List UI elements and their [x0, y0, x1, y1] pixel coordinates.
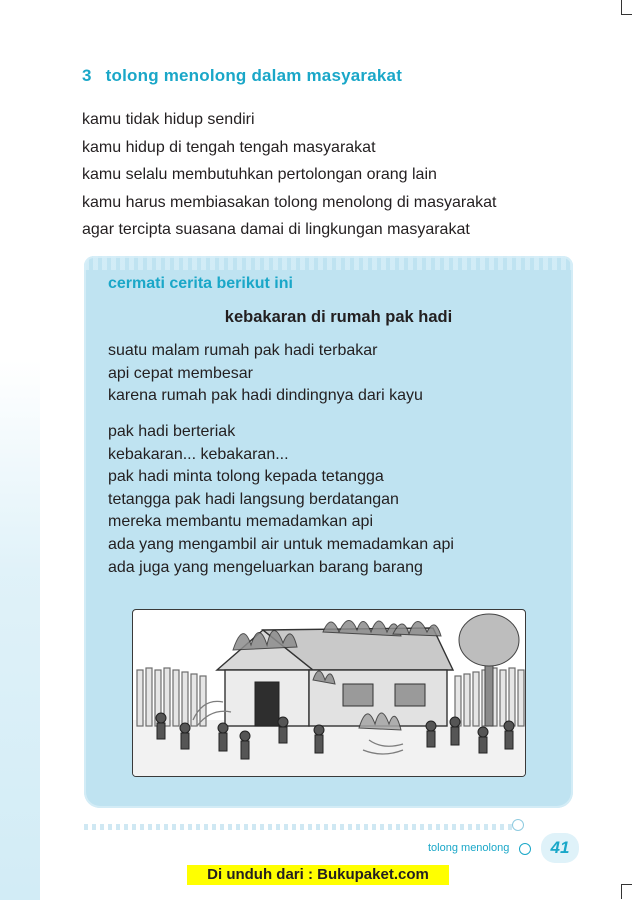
story-line: pak hadi berteriak — [108, 423, 236, 440]
intro-line: kamu harus membiasakan tolong menolong di masyarakat — [82, 193, 497, 211]
story-paragraph-1 — [108, 340, 423, 408]
footer-circle-icon — [519, 843, 531, 855]
section-number: 3 — [82, 66, 92, 85]
story-line: mereka membantu memadamkan api — [108, 513, 374, 531]
house-fire-drawing — [133, 610, 525, 776]
crop-mark-top-right — [621, 0, 632, 15]
story-title: kebakaran di rumah pak hadi — [224, 308, 453, 326]
intro-line: agar tercipta suasana damai di lingkungan masyarakat — [82, 221, 470, 238]
house-fire-illustration — [132, 609, 526, 777]
dotted-strip-decoration — [84, 824, 514, 830]
story-line: pak hadi minta tolong kepada tetangga — [108, 468, 384, 486]
story-heading: cermati cerita berikut ini — [108, 275, 293, 292]
story-panel — [84, 256, 573, 808]
story-line: karena rumah pak hadi dindingnya dari kayu — [108, 387, 423, 405]
footer-chapter-label: tolong menolong — [428, 842, 510, 854]
section-title — [82, 66, 402, 86]
intro-line: kamu selalu membutuhkan pertolongan orang lain — [82, 166, 437, 183]
story-line: kebakaran... kebakaran... — [108, 445, 289, 463]
story-line: tetangga pak hadi langsung berdatangan — [108, 490, 399, 508]
story-line: ada juga yang mengeluarkan barang barang — [108, 558, 423, 576]
intro-line: kamu hidup di tengah tengah masyarakat — [82, 138, 376, 156]
fence-left — [137, 668, 206, 726]
story-line: suatu malam rumah pak hadi terbakar — [108, 342, 378, 359]
download-notice-banner: Di unduh dari : Bukupaket.com — [187, 865, 449, 885]
ground — [133, 720, 525, 776]
story-line: api cepat membesar — [108, 364, 253, 382]
intro-line: kamu tidak hidup sendiri — [82, 111, 255, 128]
story-line: ada yang mengambil air untuk memadamkan api — [108, 535, 454, 553]
page-number: 41 — [541, 833, 579, 863]
intro-lines — [82, 106, 496, 244]
side-tint-decoration — [0, 360, 40, 900]
story-paragraph-2 — [108, 421, 454, 579]
crop-mark-bottom-right — [621, 884, 632, 899]
strip-circle-icon — [512, 819, 524, 831]
section-title-text: tolong menolong dalam masyarakat — [105, 66, 403, 85]
